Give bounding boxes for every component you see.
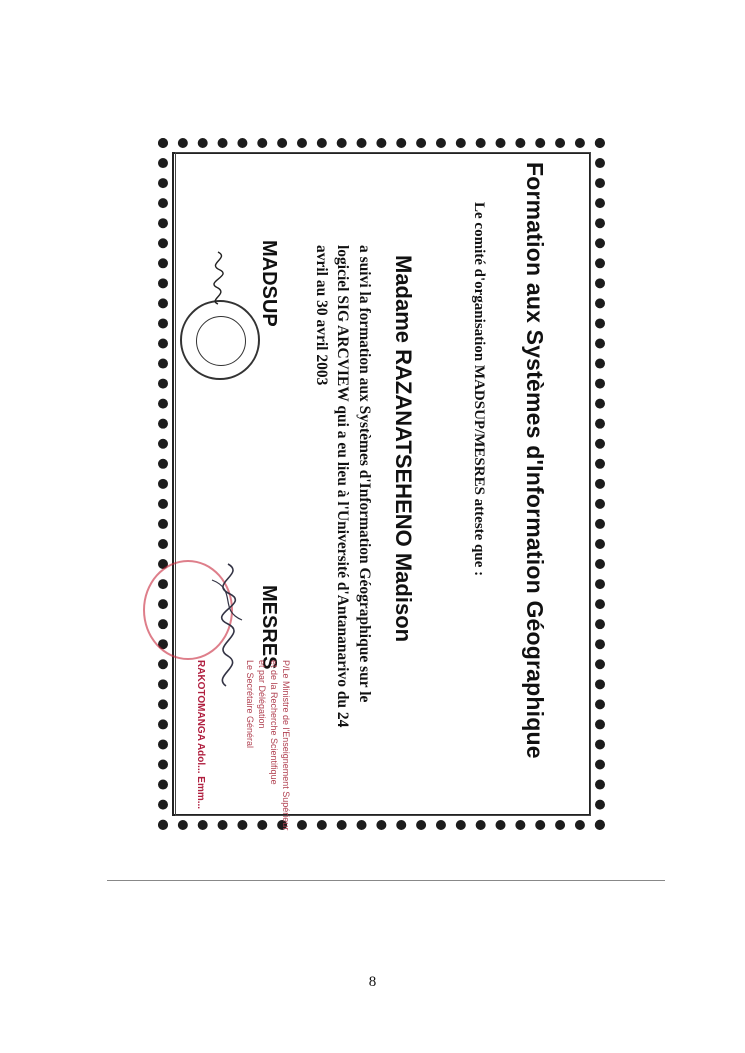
certificate-body-line: logiciel SIG ARCVIEW qui a eu lieu à l'Université d'Antananarivo du 24 <box>334 245 351 728</box>
page-divider <box>107 880 665 881</box>
certificate-body-line: avril au 30 avril 2003 <box>313 245 330 386</box>
signatory-title-line: et de la Recherche Scientifique <box>269 660 279 785</box>
signatory-title-line: et par Délégation <box>257 660 267 729</box>
certificate-intro: Le comité d'organisation MADSUP/MESRES atteste que : <box>471 202 487 577</box>
signatory-name: RAKOTOMANGA Adol... Emm... <box>195 660 206 810</box>
certificate-title: Formation aux Systèmes d'Information Géographique <box>522 162 548 759</box>
page-number: 8 <box>368 974 377 990</box>
signatory-title-line: P/Le Ministre de l'Enseignement Supérieur <box>281 660 291 831</box>
signatory-titles <box>244 660 292 830</box>
certificate-body-line: a suivi la formation aux Systèmes d'Information Géographique sur le <box>356 245 373 703</box>
recipient-name: Madame RAZANATSEHENO Madison <box>391 255 416 643</box>
madsup-seal <box>180 300 260 380</box>
right-organization: MESRES <box>258 585 280 670</box>
left-organization: MADSUP <box>258 240 280 327</box>
signatory-title-line: Le Secrétaire Général <box>245 660 255 749</box>
left-signature <box>198 248 238 308</box>
